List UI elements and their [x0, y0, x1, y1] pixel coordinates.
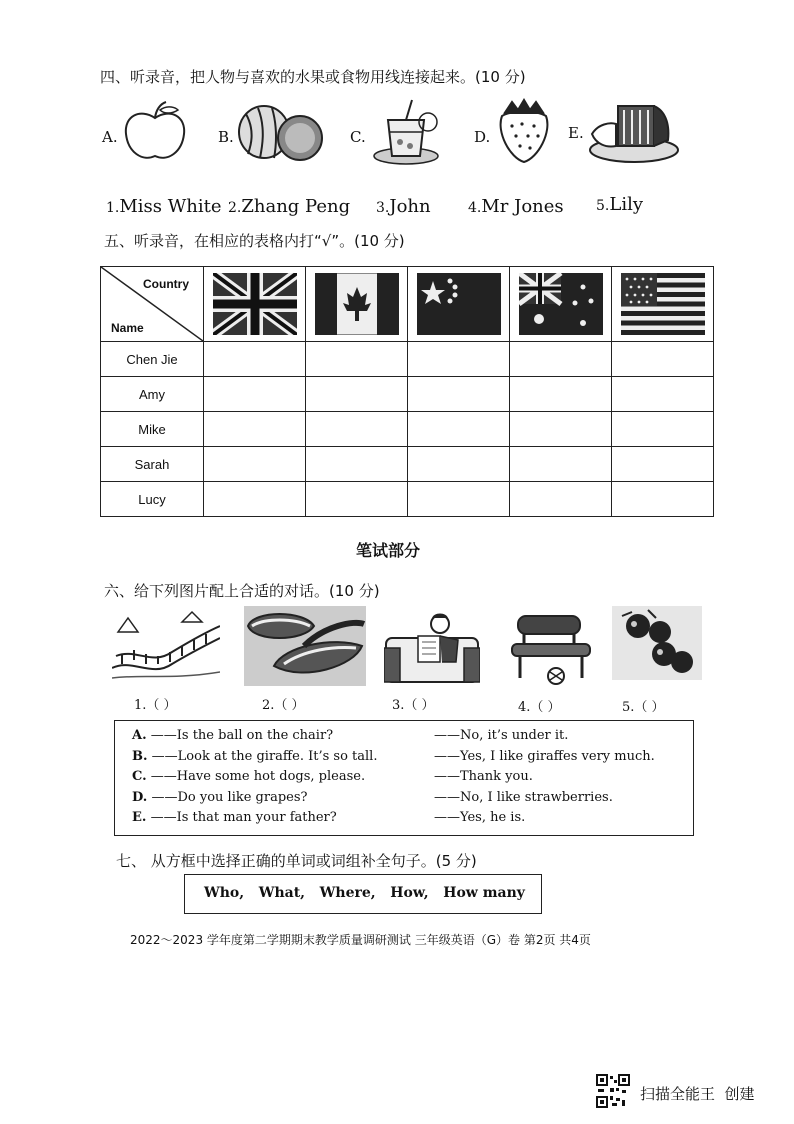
name-item-1: 1.Miss White — [106, 196, 222, 217]
flag-cell-uk — [204, 267, 306, 342]
table-row — [101, 482, 714, 517]
table-row — [101, 377, 714, 412]
usa-flag-icon — [621, 273, 705, 335]
china-flag-icon — [417, 273, 501, 335]
name-item-3: 3.John — [376, 196, 431, 217]
header-name: Name — [111, 321, 144, 335]
option-e-label: E. — [568, 124, 584, 142]
option-b-label: B. — [218, 128, 234, 146]
answer-cell[interactable] — [612, 447, 714, 482]
hot-dogs-icon — [244, 606, 366, 686]
watermelon-icon — [236, 104, 326, 164]
country-table — [100, 266, 714, 517]
strawberry-icon — [494, 98, 554, 164]
section4-title: 四、听录音，把人物与喜欢的水果或食物用线连接起来。(10 分) — [100, 68, 526, 86]
row-name: Amy — [101, 377, 204, 412]
header-country: Country — [143, 277, 189, 291]
answer-cell[interactable] — [408, 447, 510, 482]
blank-5[interactable]: 5.（ ） — [622, 700, 665, 715]
flag-cell-australia — [510, 267, 612, 342]
answer-cell[interactable] — [306, 412, 408, 447]
answer-cell[interactable] — [510, 482, 612, 517]
word-choices: Who, What, Where, How, How many — [204, 885, 525, 901]
great-wall-icon — [112, 608, 220, 684]
bread-icon — [588, 100, 682, 166]
option-d-label: D. — [474, 128, 491, 146]
flag-cell-china — [408, 267, 510, 342]
answer-cell[interactable] — [306, 342, 408, 377]
dialogue-answer: ——Thank you. — [434, 769, 533, 784]
answer-cell[interactable] — [204, 412, 306, 447]
dialogue-row: E. ——Is that man your father? — [132, 810, 337, 825]
row-name: Chen Jie — [101, 342, 204, 377]
grapes-icon — [612, 606, 702, 680]
table-row — [101, 342, 714, 377]
name-item-4: 4.Mr Jones — [468, 196, 564, 217]
name-item-2: 2.Zhang Peng — [228, 196, 351, 217]
man-on-sofa-icon — [384, 612, 480, 686]
uk-flag-icon — [213, 273, 297, 335]
answer-cell[interactable] — [408, 342, 510, 377]
row-name: Mike — [101, 412, 204, 447]
answer-cell[interactable] — [408, 377, 510, 412]
dialogue-row: A. ——Is the ball on the chair? — [132, 728, 334, 743]
answer-cell[interactable] — [612, 342, 714, 377]
answer-cell[interactable] — [306, 377, 408, 412]
canada-flag-icon — [315, 273, 399, 335]
table-row — [101, 412, 714, 447]
blank-2[interactable]: 2.（ ） — [262, 698, 305, 713]
apple-icon — [120, 100, 190, 162]
section7-title: 七、 从方框中选择正确的单词或词组补全句子。(5 分) — [116, 852, 477, 870]
answer-cell[interactable] — [612, 377, 714, 412]
option-a-label: A. — [102, 128, 118, 146]
section5-title: 五、听录音，在相应的表格内打“√”。(10 分) — [104, 232, 405, 250]
answer-cell[interactable] — [408, 412, 510, 447]
answer-cell[interactable] — [306, 447, 408, 482]
answer-cell[interactable] — [306, 482, 408, 517]
name-item-5: 5.Lily — [596, 194, 643, 215]
scanner-watermark: 扫描全能王 创建 — [640, 1085, 755, 1103]
option-c-label: C. — [350, 128, 366, 146]
dialogue-row: D. ——Do you like grapes? — [132, 790, 308, 805]
dialogue-answer: ——Yes, he is. — [434, 810, 526, 825]
juice-icon — [372, 98, 444, 168]
qr-code-icon — [596, 1074, 630, 1108]
blank-4[interactable]: 4.（ ） — [518, 700, 561, 715]
answer-cell[interactable] — [510, 447, 612, 482]
dialogue-row: C. ——Have some hot dogs, please. — [132, 769, 366, 784]
table-row — [101, 447, 714, 482]
answer-cell[interactable] — [204, 342, 306, 377]
answer-cell[interactable] — [510, 342, 612, 377]
flag-cell-canada — [306, 267, 408, 342]
answer-cell[interactable] — [204, 377, 306, 412]
table-header-row — [101, 267, 714, 342]
blank-3[interactable]: 3.（ ） — [392, 698, 435, 713]
dialogue-row: B. ——Look at the giraffe. It’s so tall. — [132, 749, 378, 764]
answer-cell[interactable] — [204, 447, 306, 482]
answer-cell[interactable] — [408, 482, 510, 517]
written-part-heading: 笔试部分 — [356, 541, 421, 560]
dialogue-answer: ——Yes, I like giraffes very much. — [434, 749, 655, 764]
answer-cell[interactable] — [612, 482, 714, 517]
row-name: Sarah — [101, 447, 204, 482]
australia-flag-icon — [519, 273, 603, 335]
ball-under-chair-icon — [508, 614, 594, 688]
section6-title: 六、给下列图片配上合适的对话。(10 分) — [104, 582, 380, 600]
answer-cell[interactable] — [510, 412, 612, 447]
dialogue-answer: ——No, it’s under it. — [434, 728, 569, 743]
table-corner-cell — [101, 267, 204, 342]
answer-cell[interactable] — [204, 482, 306, 517]
dialogue-answer: ——No, I like strawberries. — [434, 790, 613, 805]
answer-cell[interactable] — [612, 412, 714, 447]
blank-1[interactable]: 1.（ ） — [134, 698, 177, 713]
row-name: Lucy — [101, 482, 204, 517]
answer-cell[interactable] — [510, 377, 612, 412]
page-footer: 2022～2023 学年度第二学期期末教学质量调研测试 三年级英语（G）卷 第2页 共4页 — [130, 933, 591, 947]
flag-cell-usa — [612, 267, 714, 342]
